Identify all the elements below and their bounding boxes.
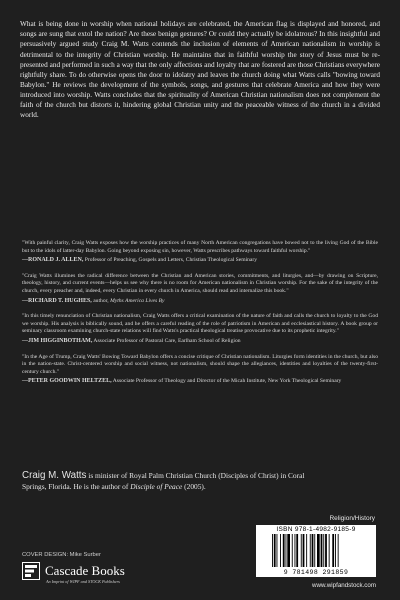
endorser-name: — RONALD J. ALLEN, (22, 257, 83, 263)
endorsement (22, 273, 378, 305)
cascade-logo-icon (22, 562, 40, 580)
endorsements (22, 240, 378, 394)
endorser-title: Professor of Preaching, Gospels and Letters, Christian Theological Seminary (83, 257, 258, 264)
cover-design-credit: COVER DESIGN: Mike Surber (22, 552, 101, 558)
author-name: Craig M. Watts (22, 470, 87, 482)
endorser-book-title: Myths America Lives By (110, 297, 165, 304)
barcode-box (256, 525, 376, 577)
barcode-digits: 9 781498 291859 (283, 569, 349, 576)
endorsement (22, 240, 378, 265)
bio-book-title: Disciple of Peace (130, 481, 183, 491)
publisher-website: www.wipfandstock.com (312, 582, 376, 589)
endorsement-quote: "Craig Watts illumines the radical difference between the Christian and American stories, commitments, and liturgies, and—by drawing on Scripture, theology, history, and current events—helps us see why there is no room for American nationalism in Christian worship. For the sake of the integrity of the church, every preacher and, indeed, every Christian in every church in America, should read and internalize this book." (22, 272, 378, 294)
endorser-title: Associate Professor of Theology and Director of the Micah Institute, New York Theological Seminary (111, 378, 342, 385)
endorser-title: author, (91, 297, 111, 304)
endorser-title: Associate Professor of Pastoral Care, Earlham School of Religion (92, 337, 241, 344)
author-bio (22, 471, 322, 492)
endorsement-quote: "In this timely renunciation of Christian nationalism, Craig Watts offers a critical examination of the nature of faith and calls the church to loyalty to the God we worship. His analysis is biblically sound, and he offers a careful reading of the role of patriotism in American and ecclesiastical history. A book group or seminary classroom examining church-state relations will find Watts's practical theological treatise provocative due to its prophetic integrity." (22, 313, 378, 335)
endorsement (22, 354, 378, 386)
publisher-imprint: An Imprint of WIPF and STOCK Publishers (46, 579, 120, 584)
bio-text: is minister of Royal Palm Christian Church (Disciples of Christ) in Coral Springs, Florida. He is the author of (22, 471, 305, 491)
endorser-name: — JIM HIGGINBOTHAM, (22, 338, 92, 344)
book-description: What is being done in worship when national holidays are celebrated, the American flag is displayed and honored, and songs are sung that extol the nation? Are these benign gestures? Or could they actually be idolatrous? In this insightful and persuasively argued study Craig M. Watts contends the inclusion of elements of American nationalism in worship is detrimental to the integrity of Christian worship. He maintains that in faithful worship the story of Jesus must be re-presented and performed in such a way that the only affections and loyalty that are fostered are those Christians everywhere rightfully share. To do otherwise opens the door to idolatry and leaves the church doing what Watts calls "bowing toward Babylon." He reviews the development of the symbols, songs, and gestures that celebrate America and how they were introduced into worship. Watts concludes that the spirituality of American Christian nationalism does not complement the faith of the church but distorts it, hindering global Christian unity and the peaceable witness of the church in a divided world. (20, 20, 380, 120)
endorsement-quote: "With painful clarity, Craig Watts exposes how the worship practices of many North American congregations have bowed not to the living God of the Bible but to the idols of latter-day Babylon. Going beyond exposing sin, however, Watts prescribes pathways toward faithful worship." (22, 240, 378, 254)
barcode-graphic (272, 534, 360, 567)
category-label: Religion/History (329, 515, 375, 522)
endorsement-attribution (22, 257, 378, 265)
endorsement-attribution (22, 378, 378, 386)
publisher-block (22, 560, 182, 594)
publisher-name: Cascade Books (45, 563, 125, 578)
endorsement (22, 313, 378, 345)
isbn-label: ISBN 978-1-4982-9185-9 (276, 526, 356, 533)
bio-end: (2005). (182, 481, 206, 491)
endorser-name: — RICHARD T. HUGHES, (22, 298, 92, 304)
endorsement-attribution (22, 338, 378, 346)
endorsement-attribution (22, 298, 378, 306)
endorsement-quote: "In the Age of Trump, Craig Watts' Bowing Toward Babylon offers a concise critique of Christian nationalism. Liturgies form identities in the church, but also in the nation-state. Christ-centered worship and social witness, not nationalism, should shape the allegiances, identities and loyalties of the twenty-first-century church." (22, 353, 378, 375)
endorser-name: — PETER GOODWIN HELTZEL, (22, 378, 112, 384)
